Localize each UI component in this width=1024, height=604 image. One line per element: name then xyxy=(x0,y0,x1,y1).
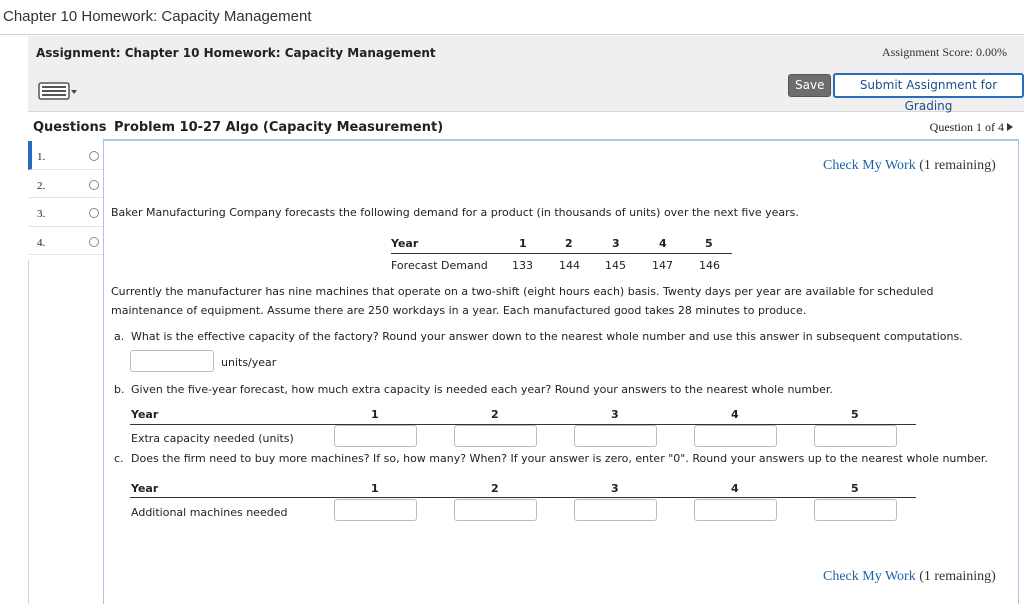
check-my-work-bottom[interactable] xyxy=(823,569,996,585)
questions-header: Questions xyxy=(33,120,107,135)
demand-year: 3 xyxy=(612,237,620,250)
assignment-toolbar xyxy=(28,36,1024,112)
question-number: 4. xyxy=(37,236,46,249)
demand-table-rule xyxy=(391,253,732,254)
part-c-year: 2 xyxy=(491,482,499,495)
question-number: 2. xyxy=(37,179,46,192)
part-b-year: 1 xyxy=(371,408,379,421)
demand-value: 145 xyxy=(605,259,626,272)
question-item-3[interactable] xyxy=(28,198,104,227)
part-c-year-label: Year xyxy=(131,482,159,495)
question-number: 1. xyxy=(37,151,46,163)
question-number: 3. xyxy=(37,208,46,220)
part-b-year: 2 xyxy=(491,408,499,421)
submit-assignment-button[interactable]: Submit Assignment for Grading xyxy=(833,73,1024,98)
demand-value: 133 xyxy=(512,259,533,272)
machines-input-year-3[interactable] xyxy=(574,499,657,521)
assignment-score: Assignment Score: 0.00% xyxy=(882,45,1007,59)
part-b-year-label: Year xyxy=(131,408,159,421)
check-my-work-link[interactable]: Check My Work xyxy=(823,569,916,584)
part-a-label: a. xyxy=(114,330,125,343)
part-c-year: 1 xyxy=(371,482,379,495)
extra-capacity-input-year-2[interactable] xyxy=(454,425,537,447)
part-c-table-rule xyxy=(130,497,916,498)
question-position: Question 1 of 4 xyxy=(929,120,1004,134)
part-b-question: Given the five-year forecast, how much extra capacity is needed each year? Round your answers to the nearest whole number. xyxy=(131,383,833,396)
part-b-year: 4 xyxy=(731,408,739,421)
save-button[interactable]: Save xyxy=(788,74,831,97)
status-circle-icon xyxy=(89,180,99,190)
status-circle-icon xyxy=(89,208,99,218)
demand-year-label: Year xyxy=(391,237,419,250)
demand-year: 1 xyxy=(519,237,527,250)
extra-capacity-input-year-4[interactable] xyxy=(694,425,777,447)
problem-paragraph-line2: maintenance of equipment. Assume there are 250 workdays in a year. Each manufactured good takes 28 minutes to produce. xyxy=(111,304,807,317)
demand-year: 2 xyxy=(565,237,573,250)
next-question-arrow-icon[interactable] xyxy=(1007,123,1013,131)
problem-title: Problem 10-27 Algo (Capacity Measurement) xyxy=(114,120,444,135)
part-c-year: 3 xyxy=(611,482,619,495)
sidebar-divider xyxy=(28,260,29,604)
part-c-row-label: Additional machines needed xyxy=(131,506,288,519)
part-b-label: b. xyxy=(114,383,125,396)
machines-input-year-2[interactable] xyxy=(454,499,537,521)
extra-capacity-input-year-1[interactable] xyxy=(334,425,417,447)
machines-input-year-5[interactable] xyxy=(814,499,897,521)
question-item-2[interactable] xyxy=(28,170,104,199)
problem-intro: Baker Manufacturing Company forecasts the following demand for a product (in thousands of units) over the next five years. xyxy=(111,206,799,219)
question-item-1[interactable] xyxy=(28,141,104,170)
part-b-row-label: Extra capacity needed (units) xyxy=(131,432,294,445)
part-c-label: c. xyxy=(114,452,124,465)
part-c-question: Does the firm need to buy more machines? If so, how many? When? If your answer is zero, enter "0". Round your answers up to the nearest whole number. xyxy=(131,452,988,465)
status-circle-icon xyxy=(89,237,99,247)
extra-capacity-input-year-3[interactable] xyxy=(574,425,657,447)
demand-row-label: Forecast Demand xyxy=(391,259,488,272)
status-circle-icon xyxy=(89,151,99,161)
demand-value: 144 xyxy=(559,259,580,272)
problem-paragraph-line1: Currently the manufacturer has nine machines that operate on a two-shift (eight hours each) basis. Twenty days per year are available for scheduled xyxy=(111,285,934,298)
part-c-year: 5 xyxy=(851,482,859,495)
machines-input-year-1[interactable] xyxy=(334,499,417,521)
machines-input-year-4[interactable] xyxy=(694,499,777,521)
part-c-year: 4 xyxy=(731,482,739,495)
assignment-title: Assignment: Chapter 10 Homework: Capacity Management xyxy=(36,46,436,60)
demand-value: 146 xyxy=(699,259,720,272)
check-remaining: (1 remaining) xyxy=(919,158,996,173)
extra-capacity-input-year-5[interactable] xyxy=(814,425,897,447)
part-b-year: 5 xyxy=(851,408,859,421)
keyboard-menu-icon[interactable] xyxy=(38,81,78,101)
check-remaining: (1 remaining) xyxy=(919,569,996,584)
question-list xyxy=(28,141,104,255)
effective-capacity-input[interactable] xyxy=(130,350,214,372)
part-a-question: What is the effective capacity of the factory? Round your answer down to the nearest whole number and use this answer in subsequent computations. xyxy=(131,330,963,343)
demand-year: 5 xyxy=(705,237,713,250)
check-my-work-link[interactable]: Check My Work xyxy=(823,158,916,173)
question-item-4[interactable] xyxy=(28,227,104,256)
demand-value: 147 xyxy=(652,259,673,272)
part-b-year: 3 xyxy=(611,408,619,421)
page-title: Chapter 10 Homework: Capacity Management xyxy=(3,8,312,25)
check-my-work-top[interactable] xyxy=(823,158,996,174)
title-divider xyxy=(0,34,1024,35)
demand-year: 4 xyxy=(659,237,667,250)
part-a-unit: units/year xyxy=(221,356,277,369)
